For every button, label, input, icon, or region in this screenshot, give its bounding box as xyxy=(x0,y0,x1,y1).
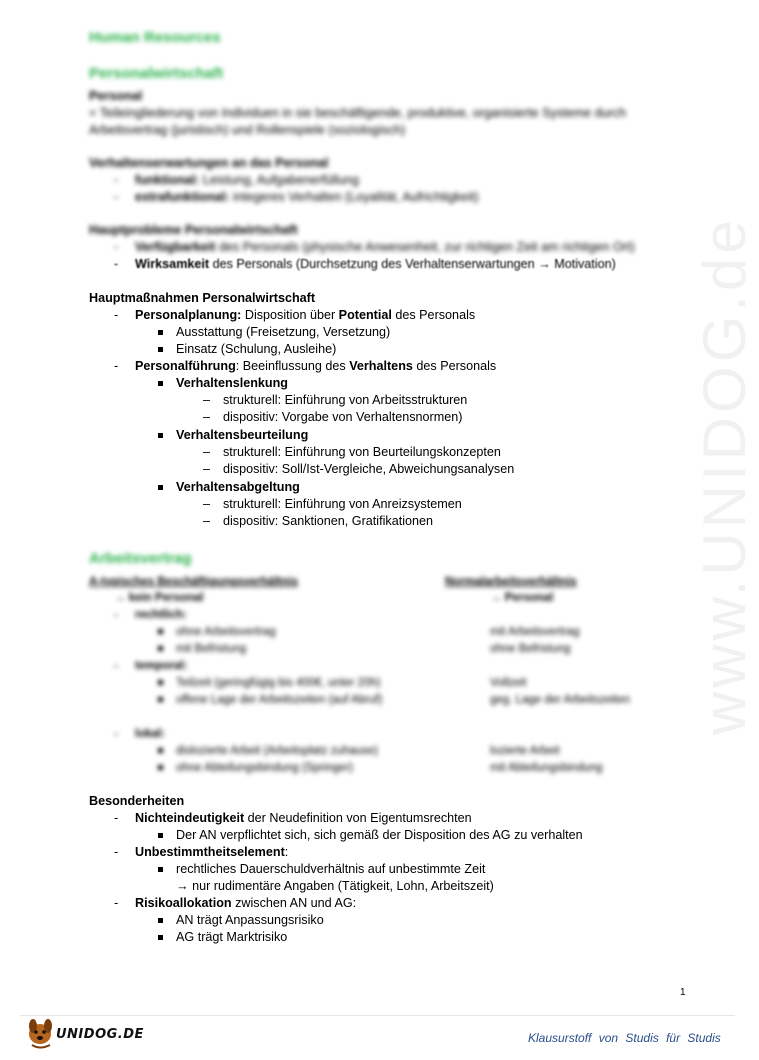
table-row: ohne Abteilungsbindung (Springer) xyxy=(158,760,353,777)
column-sub-atypisch: → kein Personal xyxy=(114,592,204,604)
personal-definition-line-1: = Teileingliederung von Individuen in sie beschäftigende, produktive, organisierte Systeme durch xyxy=(89,106,627,120)
bullet-square-icon xyxy=(158,833,163,838)
probleme-heading: Hauptprobleme Personalwirtschaft xyxy=(89,223,298,237)
list-item: – strukturell: Einführung von Arbeitsstrukturen xyxy=(203,393,468,407)
bullet-square-icon xyxy=(158,433,163,438)
bullet-square-icon xyxy=(158,918,163,923)
document-title: Human Resources xyxy=(89,29,221,46)
list-item: - xyxy=(114,173,119,187)
table-cell: Vollzeit xyxy=(490,677,527,689)
list-item-continuation: → nur rudimentäre Angaben (Tätigkeit, Lohn, Arbeitszeit) xyxy=(176,879,494,893)
besonderheiten-heading: Besonderheiten xyxy=(89,794,185,808)
nichteindeutigkeit-item: Nichteindeutigkeit der Neudefinition von Eigentumsrechten xyxy=(135,811,472,825)
verhaltenslenkung-item: Verhaltenslenkung xyxy=(158,375,288,392)
lokal-label: lokal: xyxy=(135,728,166,740)
rechtlich-label: rechtlich: xyxy=(135,609,187,621)
personalplanung-item: Personalplanung: Disposition über Potential des Personals xyxy=(135,308,476,322)
table-cell: mit Abteilungsbindung xyxy=(490,762,603,774)
section-title-personalwirtschaft: Personalwirtschaft xyxy=(89,65,224,82)
table-cell: ohne Befristung xyxy=(490,643,571,655)
footer-slogan: Klausurstoff von Studis für Studis xyxy=(528,1031,721,1045)
watermark: www.UNIDOG.de xyxy=(691,216,758,735)
massnahmen-heading: Hauptmaßnahmen Personalwirtschaft xyxy=(89,291,316,305)
list-dash: - xyxy=(114,811,119,825)
verhaltensabgeltung-item: Verhaltensabgeltung xyxy=(158,479,300,496)
table-row: ohne Arbeitsvertrag xyxy=(158,624,276,641)
list-item: – strukturell: Einführung von Anreizsystemen xyxy=(203,497,462,511)
logo-text: UNIDOG.DE xyxy=(56,1027,144,1042)
list-dash: - xyxy=(114,845,119,859)
column-sub-normal: → Personal xyxy=(490,592,554,604)
table-cell: mit Arbeitsvertrag xyxy=(490,626,580,638)
column-heading-normal: Normalarbeitsverhältnis xyxy=(445,576,577,588)
list-item: funktional: Leistung, Aufgabenerfüllung xyxy=(135,173,360,187)
list-item: – dispositiv: Vorgabe von Verhaltensnormen) xyxy=(203,410,463,424)
list-item: Ausstattung (Freisetzung, Versetzung) xyxy=(158,324,390,341)
list-item: – dispositiv: Sanktionen, Gratifikationen xyxy=(203,514,434,528)
list-item: – strukturell: Einführung von Beurteilungskonzepten xyxy=(203,445,501,459)
list-item: Der AN verpflichtet sich, sich gemäß der Disposition des AG zu verhalten xyxy=(158,827,583,844)
list-item: Verfügbarkeit des Personals (physische Anwesenheit, zur richtigen Zeit am richtigen Ort) xyxy=(135,240,635,254)
list-item: extrafunktional: integeres Verhalten (Loyalität, Aufrichtigkeit) xyxy=(135,190,479,204)
list-dash: - xyxy=(114,896,119,910)
temporal-label: temporal: xyxy=(135,660,188,672)
list-dash: - xyxy=(114,608,119,622)
list-item: rechtliches Dauerschuldverhältnis auf unbestimmte Zeit xyxy=(158,861,485,878)
section-title-arbeitsvertrag: Arbeitsvertrag xyxy=(89,550,192,567)
risikoallokation-item: Risikoallokation zwischen AN und AG: xyxy=(135,896,357,910)
list-dash: - xyxy=(114,659,119,673)
bullet-square-icon xyxy=(158,935,163,940)
bullet-square-icon xyxy=(158,485,163,490)
list-item: – dispositiv: Soll/Ist-Vergleiche, Abweichungsanalysen xyxy=(203,462,515,476)
list-item: - xyxy=(114,257,119,271)
bullet-square-icon xyxy=(158,330,163,335)
list-dash: - xyxy=(114,727,119,741)
unbestimmtheit-item: Unbestimmtheitselement: xyxy=(135,845,289,859)
bullet-square-icon xyxy=(158,867,163,872)
list-dash: - xyxy=(114,308,119,322)
page-number: 1 xyxy=(680,987,686,998)
list-item: - xyxy=(114,190,119,204)
personalfuehrung-item: Personalführung: Beeinflussung des Verhaltens des Personals xyxy=(135,359,497,373)
list-item: - xyxy=(114,240,119,254)
bullet-square-icon xyxy=(158,381,163,386)
table-cell: geg. Lage der Arbeitszeiten xyxy=(490,694,631,706)
list-dash: - xyxy=(114,359,119,373)
bullet-square-icon xyxy=(158,347,163,352)
list-item: Wirksamkeit des Personals (Durchsetzung des Verhaltenserwartungen → Motivation) xyxy=(135,257,616,271)
personal-heading: Personal xyxy=(89,89,143,103)
personal-definition-line-2: Arbeitsvertrag (juristisch) und Rollenspiele (soziologisch) xyxy=(89,123,406,137)
list-item: AG trägt Marktrisiko xyxy=(158,929,287,946)
table-row: Teilzeit (geringfügig bis 400€, unter 20h) xyxy=(158,675,381,692)
erwartungen-heading: Verhaltenserwartungen an das Personal xyxy=(89,156,329,170)
list-item: Einsatz (Schulung, Ausleihe) xyxy=(158,341,336,358)
table-row: dislozierte Arbeit (Arbeitsplatz zuhause) xyxy=(158,743,378,760)
table-row: mit Befristung xyxy=(158,641,246,658)
column-heading-atypisch: A-typisches Beschäftigungsverhältnis xyxy=(89,576,298,588)
verhaltensbeurteilung-item: Verhaltensbeurteilung xyxy=(158,427,308,444)
table-cell: lozierte Arbeit xyxy=(490,745,560,757)
list-item: AN trägt Anpassungsrisiko xyxy=(158,912,324,929)
table-row: offene Lage der Arbeitszeiten (auf Abruf) xyxy=(158,692,382,709)
